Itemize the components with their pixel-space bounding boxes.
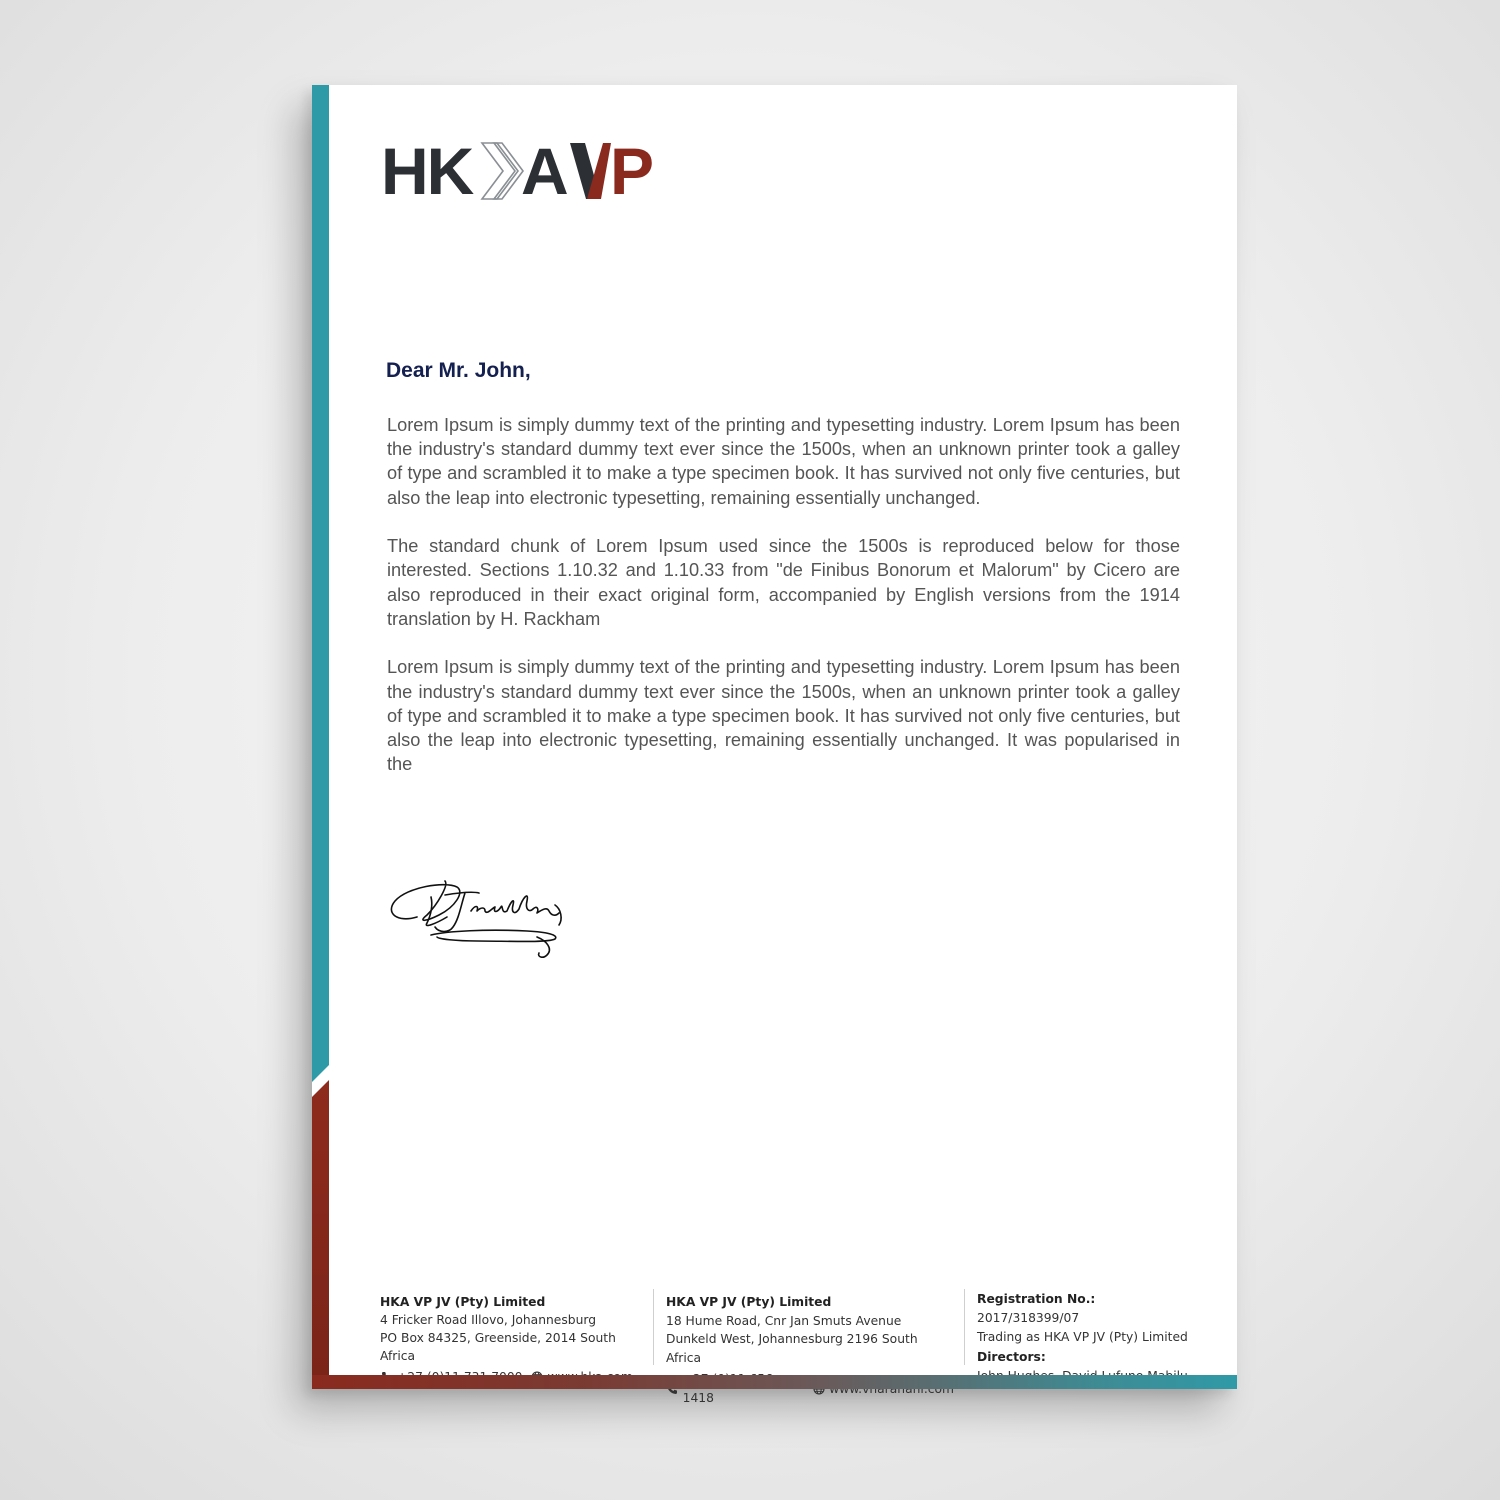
registration-number: 2017/318399/07 — [977, 1311, 1080, 1326]
svg-text:P: P — [610, 134, 655, 208]
registration-label: Registration No.: — [977, 1292, 1096, 1306]
handwritten-signature — [387, 875, 567, 965]
stripe-teal — [312, 85, 329, 1082]
footer-trading-as: Trading as HKA VP JV (Pty) Limited — [977, 1330, 1188, 1345]
svg-text:A: A — [521, 134, 566, 208]
logo-chevron-icon — [482, 143, 523, 199]
footer-company-name: HKA VP JV (Pty) Limited — [380, 1295, 546, 1309]
footer-address-hka — [380, 1293, 645, 1386]
footer-company-name: HKA VP JV (Pty) Limited — [666, 1295, 832, 1309]
footer-address-line: 4 Fricker Road Illovo, Johannesburg — [380, 1313, 597, 1327]
letter-paragraph-3: Lorem Ipsum is simply dummy text of the printing and typesetting industry. Lorem Ipsum has been the industry's standard dummy text ever since the 1500s, when an unknown printer took a galley of type and scrambled it to make a type specimen book. It has survived not only five centuries, but also the leap into electronic typesetting, remaining essentially unchanged. It was popularised in the — [387, 657, 1180, 775]
directors-label: Directors: — [977, 1349, 1046, 1364]
footer-address-line: 18 Hume Road, Cnr Jan Smuts Avenue — [666, 1313, 902, 1328]
footer-divider — [964, 1289, 965, 1365]
letter-salutation: Dear Mr. John, — [386, 359, 531, 382]
footer-registration — [977, 1290, 1192, 1386]
letter-body — [387, 413, 1180, 801]
footer-phone: 1418 — [682, 1390, 714, 1405]
stripe-red — [312, 1080, 329, 1389]
footer-registration-line — [977, 1290, 1192, 1328]
side-brand-stripe — [312, 85, 332, 1389]
letter-paragraph-2: The standard chunk of Lorem Ipsum used since the 1500s is reproduced below for those interested. Sections 1.10.32 and 1.10.33 from "de Finibus Bonorum et Malorum" by Cicero are also reproduced in their exact original form, accompanied by English versions from the 1914 translation by H. Rackham — [387, 536, 1180, 629]
letterhead-page — [312, 85, 1237, 1405]
footer-address-line: Dunkeld West, Johannesburg 2196 South Africa — [666, 1332, 918, 1365]
company-logo — [381, 134, 655, 208]
letterhead-footer — [380, 1289, 1188, 1405]
letter-paragraph-1: Lorem Ipsum is simply dummy text of the printing and typesetting industry. Lorem Ipsum has been the industry's standard dummy text ever since the 1500s, when an unknown printer took a galley of type and scrambled it to make a type specimen book. It has survived not only five centuries, but also the leap into electronic typesetting, remaining essentially unchanged. — [387, 415, 1180, 508]
footer-address-line: PO Box 84325, Greenside, 2014 South Africa — [380, 1331, 616, 1363]
footer-address-vharanani — [666, 1293, 954, 1408]
bottom-gradient-bar — [312, 1375, 1237, 1389]
footer-divider — [653, 1289, 654, 1365]
svg-text:HK: HK — [381, 134, 473, 208]
